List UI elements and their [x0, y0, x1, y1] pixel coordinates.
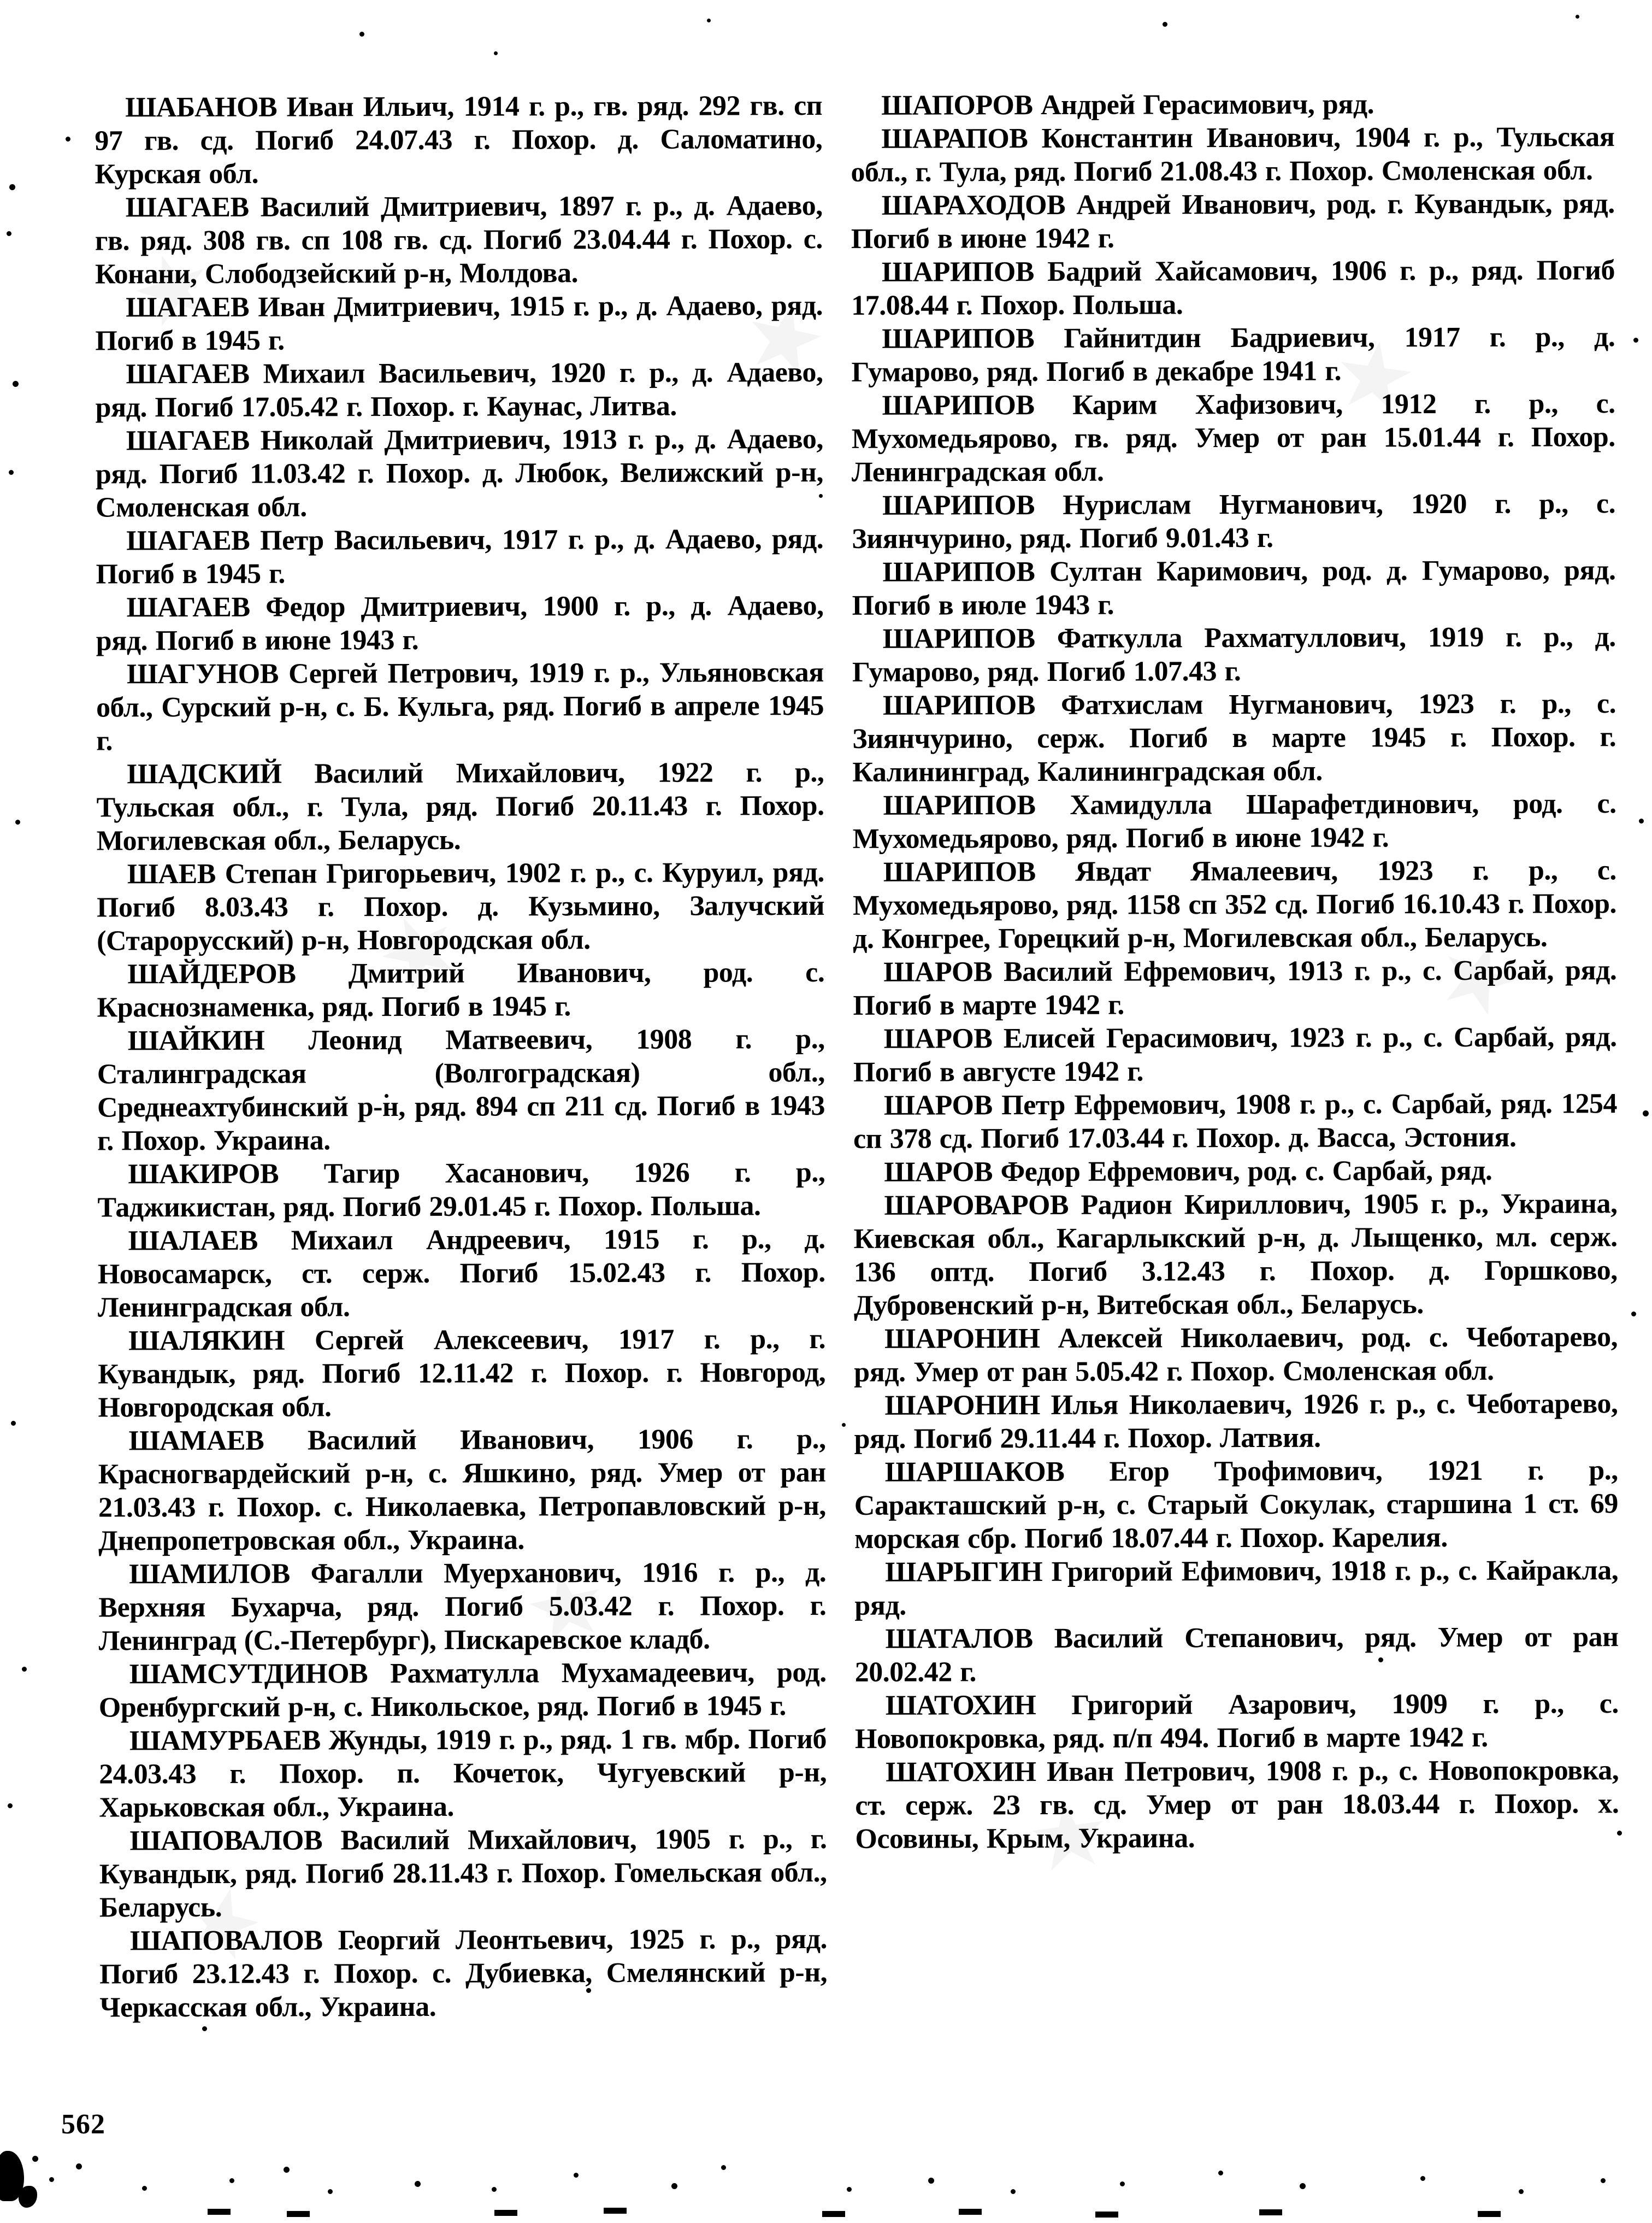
memorial-entry: ШАТОХИН Григорий Азарович, 1909 г. р., с. Новопокровка, ряд. п/п 494. Погиб в марте 1942 г. [854, 1688, 1619, 1755]
memorial-entry: ШАЛАЕВ Михаил Андреевич, 1915 г. р., д. Новосамарск, ст. серж. Погиб 15.02.43 г. Похор. Ленинградская обл. [97, 1224, 825, 1324]
memorial-entry: ШАМИЛОВ Фагалли Муерханович, 1916 г. р., д. Верхняя Бухарча, ряд. Погиб 5.03.42 г. Похор. г. Ленинград (С.-Петербург), Пискаревское кладб. [98, 1557, 827, 1657]
memorial-entry: ШАТОХИН Иван Петрович, 1908 г. р., с. Новопокровка, ст. серж. 23 гв. сд. Умер от ран 18.03.44 г. Похор. х. Осовины, Крым, Украина. [855, 1755, 1619, 1855]
memorial-entry: ШАРИПОВ Фаткулла Рахматуллович, 1919 г. р., д. Гумарово, ряд. Погиб 1.07.43 г. [852, 621, 1616, 688]
memorial-entry: ШАРЫГИН Григорий Ефимович, 1918 г. р., с. Кайракла, ряд. [854, 1555, 1619, 1621]
memorial-entry: ШАПОВАЛОВ Георгий Леонтьевич, 1925 г. р., ряд. Погиб 23.12.43 г. Похор. с. Дубиевка, Смелянский р-н, Черкасская обл., Украина. [99, 1924, 828, 2024]
memorial-entry: ШАРИПОВ Явдат Ямалеевич, 1923 г. р., с. Мухомедьярово, ряд. 1158 сп 352 сд. Погиб 16.10.43 г. Похор. д. Конгрее, Горецкий р-н, Могилевская обл., Беларусь. [852, 855, 1617, 955]
memorial-entry: ШАРОВАРОВ Радион Кириллович, 1905 г. р., Украина, Киевская обл., Кагарлыкский р-н, д. Лыщенко, мл. серж. 136 оптд. Погиб 3.12.43 г. Похор. д. Горшково, Дубровенский р-н, Витебская обл., Беларусь. [853, 1188, 1618, 1321]
scan-edge-marks [0, 0, 23, 6]
memorial-entry: ШАРИПОВ Бадрий Хайсамович, 1906 г. р., ряд. Погиб 17.08.44 г. Похор. Польша. [851, 255, 1615, 321]
memorial-entry: ШАРОВ Федор Ефремович, род. с. Сарбай, ряд. [884, 1155, 1492, 1188]
memorial-entry: ШАРИПОВ Фатхислам Нугманович, 1923 г. р., с. Зиянчурино, серж. Погиб в марте 1945 г. Похор. г. Калининград, Калининградская обл. [852, 688, 1616, 788]
memorial-entry: ШАРИПОВ Карим Хафизович, 1912 г. р., с. Мухомедьярово, гв. ряд. Умер от ран 15.01.44 г. Похор. Ленинградская обл. [851, 388, 1615, 488]
memorial-entry: ШАРОНИН Илья Николаевич, 1926 г. р., с. Чеботарево, ряд. Погиб 29.11.44 г. Похор. Латвия. [854, 1388, 1618, 1455]
memorial-entry: ШАГУНОВ Сергей Петрович, 1919 г. р., Ульяновская обл., Сурский р-н, с. Б. Кульга, ряд. Погиб в апреле 1945 г. [96, 657, 824, 757]
memorial-entry: ШАКИРОВ Тагир Хасанович, 1926 г. р., Таджикистан, ряд. Погиб 29.01.45 г. Похор. Польша. [97, 1157, 825, 1224]
memorial-entry: ШАГАЕВ Николай Дмитриевич, 1913 г. р., д. Адаево, ряд. Погиб 11.03.42 г. Похор. д. Любок, Велижский р-н, Смоленская обл. [95, 424, 824, 524]
memorial-entry: ШАРОНИН Алексей Николаевич, род. с. Чеботарево, ряд. Умер от ран 5.05.42 г. Похор. Смоленская обл. [854, 1321, 1618, 1388]
memorial-entry: ШАРИПОВ Хамидулла Шарафетдинович, род. с. Мухомедьярово, ряд. Погиб в июне 1942 г. [852, 788, 1616, 855]
memorial-entry: ШАМУРБАЕВ Жунды, 1919 г. р., ряд. 1 гв. мбр. Погиб 24.03.43 г. Похор. п. Кочеток, Чугуевский р-н, Харьковская обл., Украина. [99, 1724, 827, 1824]
memorial-entry: ШАГАЕВ Федор Дмитриевич, 1900 г. р., д. Адаево, ряд. Погиб в июне 1943 г. [96, 590, 824, 657]
memorial-entry: ШАМСУТДИНОВ Рахматулла Мухамадеевич, род. Оренбургский р-н, с. Никольское, ряд. Погиб в 1945 г. [98, 1657, 827, 1724]
memorial-entry: ШАЛЯКИН Сергей Алексеевич, 1917 г. р., г. Кувандык, ряд. Погиб 12.11.42 г. Похор. г. Новгород, Новгородская обл. [98, 1324, 826, 1424]
memorial-entry: ШАРИПОВ Нурислам Нугманович, 1920 г. р., с. Зиянчурино, ряд. Погиб 9.01.43 г. [852, 488, 1616, 555]
column-right [851, 87, 1619, 1856]
memorial-entry: ШАЕВ Степан Григорьевич, 1902 г. р., с. Куруил, ряд. Погиб 8.03.43 г. Похор. д. Кузьмино, Залучский (Старорусский) р-н, Новгородская обл. [96, 857, 825, 957]
memorial-entry: ШАРИПОВ Султан Каримович, род. д. Гумарово, ряд. Погиб в июле 1943 г. [852, 555, 1616, 621]
memorial-entry: ШАГАЕВ Петр Васильевич, 1917 г. р., д. Адаево, ряд. Погиб в 1945 г. [96, 524, 824, 590]
memorial-entry: ШАРШАКОВ Егор Трофимович, 1921 г. р., Саракташский р-н, с. Старый Сокулак, старшина 1 ст. 69 морская сбр. Погиб 18.07.44 г. Похор. Карелия. [854, 1455, 1618, 1555]
memorial-entry: ШАЙКИН Леонид Матвеевич, 1908 г. р., Сталинградская (Волгоградская) обл., Среднеахтубинский р-н, ряд. 894 сп 211 сд. Погиб в 1943 г. Похор. Украина. [97, 1024, 825, 1157]
memorial-entry: ШАМАЕВ Василий Иванович, 1906 г. р., Красногвардейский р-н, с. Яшкино, ряд. Умер от ран 21.03.43 г. Похор. с. Николаевка, Петропавловский р-н, Днепропетровская обл., Украина. [98, 1424, 826, 1557]
column-left [95, 89, 827, 2024]
memorial-entry: ШАТАЛОВ Василий Степанович, ряд. Умер от ран 20.02.42 г. [854, 1621, 1619, 1688]
memorial-entry: ШАРОВ Василий Ефремович, 1913 г. р., с. Сарбай, ряд. Погиб в марте 1942 г. [853, 955, 1617, 1021]
memorial-entry: ШАГАЕВ Василий Дмитриевич, 1897 г. р., д. Адаево, гв. ряд. 308 гв. сп 108 гв. сд. Погиб 23.04.44 г. Похор. с. Конани, Слободзейский р-н, Молдова. [95, 190, 823, 290]
memorial-entry: ШАРАХОДОВ Андрей Иванович, род. г. Кувандык, ряд. Погиб в июне 1942 г. [851, 188, 1615, 255]
memorial-entry: ШАРАПОВ Константин Иванович, 1904 г. р., Тульская обл., г. Тула, ряд. Погиб 21.08.43 г. Похор. Смоленская обл. [851, 121, 1615, 188]
memorial-entry: ШАГАЕВ Иван Дмитриевич, 1915 г. р., д. Адаево, ряд. Погиб в 1945 г. [95, 290, 823, 357]
memorial-entry: ШАРИПОВ Гайнитдин Бадриевич, 1917 г. р., д. Гумарово, ряд. Погиб в декабре 1941 г. [851, 321, 1615, 388]
memorial-entry: ШАГАЕВ Михаил Васильевич, 1920 г. р., д. Адаево, ряд. Погиб 17.05.42 г. Похор. г. Каунас, Литва. [95, 357, 823, 424]
memorial-entry: ШАРОВ Елисей Герасимович, 1923 г. р., с. Сарбай, ряд. Погиб в августе 1942 г. [853, 1021, 1617, 1088]
memorial-entry: ШАДСКИЙ Василий Михайлович, 1922 г. р., Тульская обл., г. Тула, ряд. Погиб 20.11.43 г. Похор. Могилевская обл., Беларусь. [96, 757, 824, 857]
memorial-entry: ШАПОВАЛОВ Василий Михайлович, 1905 г. р., г. Кувандык, ряд. Погиб 28.11.43 г. Похор. Гомельская обл., Беларусь. [99, 1824, 827, 1924]
memorial-entry: ШАПОРОВ Андрей Герасимович, ряд. [881, 89, 1374, 121]
page-number: 562 [61, 2109, 105, 2140]
memorial-entry: ШАРОВ Петр Ефремович, 1908 г. р., с. Сарбай, ряд. 1254 сп 378 сд. Погиб 17.03.44 г. Похор. д. Васса, Эстония. [853, 1088, 1618, 1155]
memorial-entry: ШАЙДЕРОВ Дмитрий Иванович, род. с. Краснознаменка, ряд. Погиб в 1945 г. [97, 957, 825, 1024]
memorial-entry: ШАБАНОВ Иван Ильич, 1914 г. р., гв. ряд. 292 гв. сп 97 гв. сд. Погиб 24.07.43 г. Похор. д. Саломатино, Курская обл. [95, 90, 823, 190]
